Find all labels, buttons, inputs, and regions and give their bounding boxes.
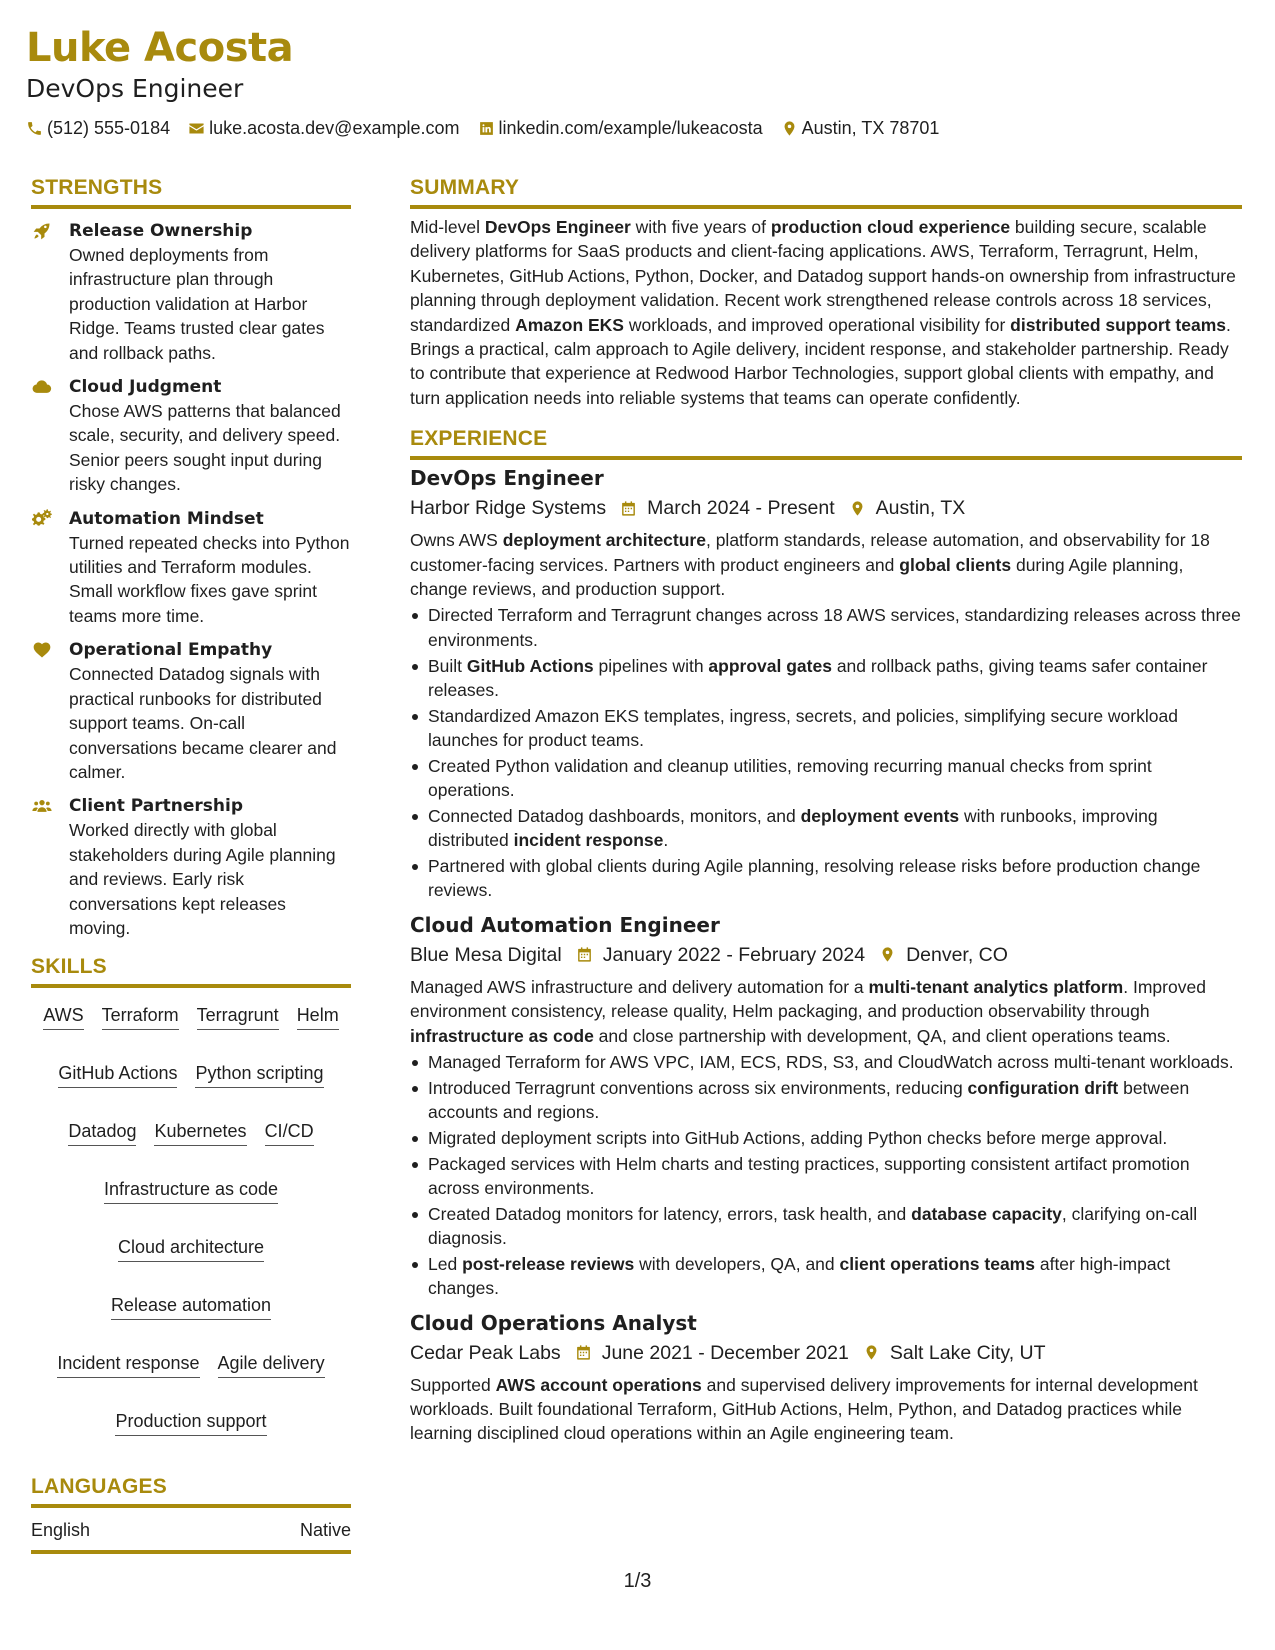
job-bullet: Packaged services with Helm charts and testing practices, supporting consistent artifact promotion across environments. bbox=[410, 1152, 1242, 1201]
job-company: Cedar Peak Labs bbox=[410, 1341, 561, 1364]
calendar-icon bbox=[576, 945, 593, 964]
section-title-languages: LANGUAGES bbox=[31, 1475, 167, 1499]
job-summary: Supported AWS account operations and supervised delivery improvements for internal development workloads. Built foundational Terraform, GitHub Actions, Helm, Python, and Datadog practices while learning disciplined cloud operations within an Agile engineering team. bbox=[410, 1374, 1198, 1444]
summary-text: Mid-level DevOps Engineer with five years of production cloud experience building secure, scalable delivery platforms for SaaS products and client-facing applications. AWS, Terraform, Terragrunt, Helm, Kubernetes, GitHub Actions, Python, Docker, and Datadog support hands-on ownership from infrastructure planning through deployment validation. Recent work strengthened release controls across 18 services, standardized Amazon EKS workloads, and improved operational visibility for distributed support teams. Brings a practical, calm approach to Agile delivery, incident response, and stakeholder partnership. Ready to contribute that experience at Redwood Harbor Technologies, support global clients with empathy, and turn application needs into reliable systems that teams can operate confidently. bbox=[410, 217, 1236, 408]
job-list bbox=[410, 464, 1242, 1446]
job-title: Cloud Operations Analyst bbox=[410, 1310, 697, 1335]
contact-email[interactable] bbox=[188, 116, 459, 140]
strength-text: Owned deployments from infrastructure plan through production validation at Harbor Ridge. Teams trusted clear gates and rollback paths. bbox=[69, 245, 325, 363]
contact-bar bbox=[26, 116, 1226, 140]
candidate-name: Luke Acosta bbox=[26, 25, 294, 71]
skills-section bbox=[31, 954, 351, 1436]
contact-linkedin[interactable] bbox=[478, 116, 763, 140]
job-meta bbox=[410, 1339, 1242, 1367]
job-bullet: Standardized Amazon EKS templates, ingress, secrets, and policies, simplifying secure workload launches for product teams. bbox=[410, 704, 1242, 753]
job-dates: January 2022 - February 2024 bbox=[602, 943, 866, 966]
section-divider bbox=[31, 205, 351, 209]
skill-tag: CI/CD bbox=[265, 1118, 314, 1146]
envelope-icon bbox=[188, 120, 205, 137]
skills-list bbox=[31, 1002, 351, 1436]
job-bullet: Created Python validation and cleanup utilities, removing recurring manual checks from sprint operations. bbox=[410, 754, 1242, 803]
skill-tag: Terragrunt bbox=[197, 1002, 279, 1030]
candidate-role: DevOps Engineer bbox=[26, 74, 244, 103]
job-bullet: Created Datadog monitors for latency, errors, task health, and database capacity, clarifying on-call diagnosis. bbox=[410, 1202, 1242, 1251]
skill-tag: Incident response bbox=[57, 1350, 199, 1378]
job-company: Blue Mesa Digital bbox=[410, 943, 562, 966]
job-bullet: Led post-release reviews with developers, QA, and client operations teams after high-impact changes. bbox=[410, 1252, 1242, 1301]
job-entry bbox=[410, 911, 1242, 1301]
skill-tag: Datadog bbox=[68, 1118, 136, 1146]
job-bullets bbox=[410, 603, 1242, 902]
skill-tag: Kubernetes bbox=[154, 1118, 246, 1146]
summary-section bbox=[410, 175, 1242, 410]
job-bullet: Partnered with global clients during Agile planning, resolving release risks before production change reviews. bbox=[410, 854, 1242, 903]
job-location: Salt Lake City, UT bbox=[889, 1341, 1046, 1364]
skill-tag: Cloud architecture bbox=[118, 1234, 264, 1262]
skill-tag: Infrastructure as code bbox=[104, 1176, 278, 1204]
strength-text: Chose AWS patterns that balanced scale, security, and delivery speed. Senior peers sought input during risky changes. bbox=[69, 401, 341, 495]
skill-tag: Agile delivery bbox=[218, 1350, 325, 1378]
skill-tag: Release automation bbox=[111, 1292, 271, 1320]
job-bullets bbox=[410, 1050, 1242, 1301]
map-pin-icon bbox=[849, 499, 866, 518]
page-number: 1/3 bbox=[623, 1570, 652, 1592]
skill-tag: Terraform bbox=[102, 1002, 179, 1030]
job-bullet: Directed Terraform and Terragrunt changes across 18 AWS services, standardizing releases across three environments. bbox=[410, 603, 1242, 652]
job-bullet: Built GitHub Actions pipelines with approval gates and rollback paths, giving teams safer container releases. bbox=[410, 654, 1242, 703]
strength-item bbox=[31, 375, 351, 497]
job-summary: Owns AWS deployment architecture, platform standards, release automation, and observability for 18 customer-facing services. Partners with product engineers and global clients during Agile planning, change reviews, and production support. bbox=[410, 530, 1210, 600]
job-location: Austin, TX bbox=[875, 497, 966, 520]
skill-tag: GitHub Actions bbox=[58, 1060, 177, 1088]
skill-tag: Production support bbox=[115, 1408, 266, 1436]
job-title: Cloud Automation Engineer bbox=[410, 912, 720, 937]
users-icon bbox=[31, 796, 53, 816]
phone-text: (512) 555-0184 bbox=[47, 118, 171, 138]
job-company: Harbor Ridge Systems bbox=[410, 497, 607, 520]
job-dates: June 2021 - December 2021 bbox=[601, 1341, 849, 1364]
map-pin-icon bbox=[879, 945, 896, 964]
section-divider bbox=[410, 456, 1242, 460]
strength-item bbox=[31, 638, 351, 784]
rocket-icon bbox=[31, 221, 53, 241]
job-meta bbox=[410, 494, 1242, 522]
section-title-strengths: STRENGTHS bbox=[31, 176, 163, 199]
section-divider bbox=[31, 984, 351, 988]
heart-icon bbox=[31, 640, 53, 660]
experience-section bbox=[410, 426, 1242, 1446]
strength-item bbox=[31, 219, 351, 365]
strength-text: Turned repeated checks into Python utilities and Terraform modules. Small workflow fixes gave sprint teams more time. bbox=[69, 532, 350, 626]
languages-section bbox=[31, 1474, 351, 1554]
job-summary: Managed AWS infrastructure and delivery automation for a multi-tenant analytics platform. Improved environment consistency, release quality, Helm packaging, and production observability through infrastructure as code and close partnership with development, QA, and client operations teams. bbox=[410, 976, 1206, 1046]
map-pin-icon bbox=[863, 1343, 880, 1362]
job-title: DevOps Engineer bbox=[410, 466, 604, 491]
strength-title: Release Ownership bbox=[69, 221, 253, 241]
map-pin-icon bbox=[781, 120, 798, 137]
job-entry bbox=[410, 1309, 1242, 1446]
strength-title: Operational Empathy bbox=[69, 640, 273, 661]
job-meta bbox=[410, 941, 1242, 969]
strength-title: Client Partnership bbox=[69, 796, 244, 817]
location-text: Austin, TX 78701 bbox=[801, 118, 940, 138]
language-level: Native bbox=[299, 1520, 351, 1541]
section-title-summary: SUMMARY bbox=[410, 176, 520, 199]
language-name: English bbox=[31, 1520, 91, 1541]
job-entry bbox=[410, 464, 1242, 903]
right-column bbox=[410, 175, 1242, 1446]
email-text: luke.acosta.dev@example.com bbox=[209, 118, 460, 138]
job-bullet: Connected Datadog dashboards, monitors, and deployment events with runbooks, improving distributed incident response. bbox=[410, 804, 1242, 853]
skill-tag: Helm bbox=[297, 1002, 339, 1030]
calendar-icon bbox=[620, 499, 637, 518]
job-dates: March 2024 - Present bbox=[647, 497, 835, 520]
gears-icon bbox=[31, 509, 53, 529]
strength-title: Automation Mindset bbox=[69, 508, 264, 529]
strength-text: Connected Datadog signals with practical runbooks for distributed support teams. On-call conversations became clearer and calmer. bbox=[69, 664, 337, 782]
job-location: Denver, CO bbox=[906, 943, 1008, 966]
job-bullet: Managed Terraform for AWS VPC, IAM, ECS, RDS, S3, and CloudWatch across multi-tenant workloads. bbox=[410, 1050, 1242, 1074]
strength-text: Worked directly with global stakeholders during Agile planning and reviews. Early risk conversations kept releases moving. bbox=[69, 820, 336, 938]
skill-tag: Python scripting bbox=[195, 1060, 323, 1088]
section-title-skills: SKILLS bbox=[31, 955, 107, 979]
strength-item bbox=[31, 794, 351, 940]
linkedin-icon bbox=[478, 120, 495, 137]
strength-title: Cloud Judgment bbox=[69, 377, 222, 398]
contact-location bbox=[781, 116, 940, 140]
job-bullet: Migrated deployment scripts into GitHub Actions, adding Python checks before merge approval. bbox=[410, 1126, 1242, 1150]
language-level-bar bbox=[31, 1550, 351, 1554]
contact-phone[interactable] bbox=[26, 116, 170, 140]
job-bullet: Introduced Terragrunt conventions across six environments, reducing configuration drift between accounts and regions. bbox=[410, 1076, 1242, 1125]
section-divider bbox=[410, 205, 1242, 209]
language-row bbox=[31, 1508, 351, 1550]
skill-tag: AWS bbox=[43, 1002, 83, 1030]
section-title-experience: EXPERIENCE bbox=[410, 427, 548, 451]
strengths-section bbox=[31, 175, 351, 940]
linkedin-text: linkedin.com/example/lukeacosta bbox=[498, 118, 763, 138]
resume-header bbox=[26, 22, 1226, 140]
strength-item bbox=[31, 507, 351, 629]
calendar-icon bbox=[575, 1343, 592, 1362]
phone-icon bbox=[26, 120, 43, 137]
cloud-icon bbox=[31, 377, 53, 397]
left-column bbox=[31, 175, 351, 1554]
